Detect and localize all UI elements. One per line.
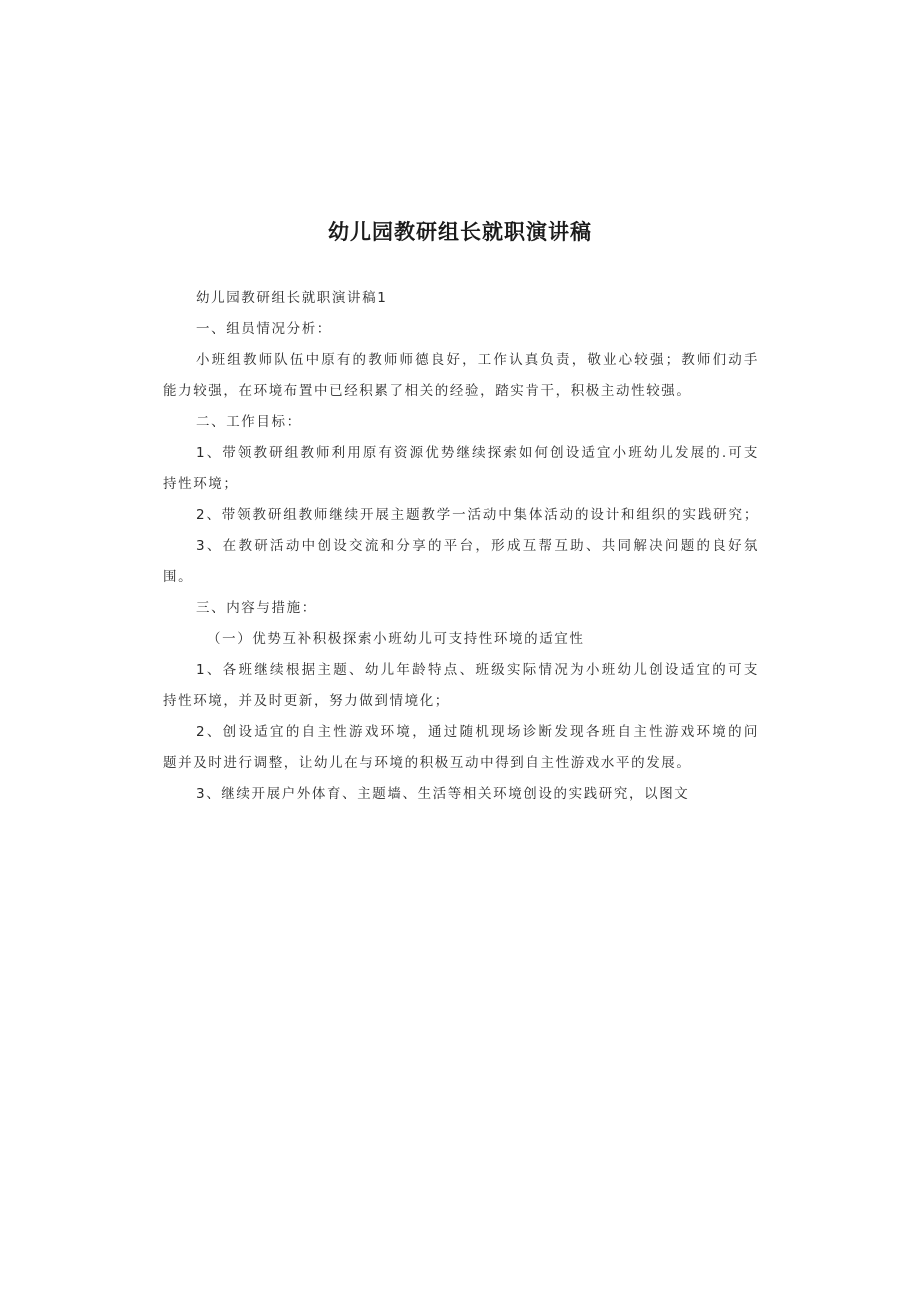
paragraph-line: 3、继续开展户外体育、主题墙、生活等相关环境创设的实践研究，以图文 [196, 786, 690, 802]
document-body [163, 283, 759, 810]
paragraph-line: 小班组教师队伍中原有的教师师德良好，工作认真负责，敬业心较强；教师们动手 [196, 352, 759, 368]
paragraph-line: 能力较强，在环境布置中已经积累了相关的经验，踏实肯干，积极主动性较强。 [163, 383, 692, 399]
paragraph-line: 1、带领教研组教师利用原有资源优势继续探索如何创设适宜小班幼儿发展的.可支 [196, 445, 759, 461]
speech-subtitle: 幼儿园教研组长就职演讲稿1 [196, 290, 388, 306]
paragraph-line: 1、各班继续根据主题、幼儿年龄特点、班级实际情况为小班幼儿创设适宜的可支 [196, 662, 759, 678]
paragraph-line: 2、创设适宜的自主性游戏环境，通过随机现场诊断发现各班自主性游戏环境的问 [196, 724, 759, 740]
paragraph-line: 3、在教研活动中创设交流和分享的平台，形成互帮互助、共同解决问题的良好氛 [196, 538, 759, 554]
paragraph-line: 题并及时进行调整，让幼儿在与环境的积极互动中得到自主性游戏水平的发展。 [163, 755, 692, 771]
paragraph-line: 持性环境，并及时更新，努力做到情境化； [163, 693, 450, 709]
paragraph-line: 围。 [163, 569, 194, 585]
subsection-heading: （一）优势互补积极探索小班幼儿可支持性环境的适宜性 [207, 631, 585, 647]
paragraph-line: 2、带领教研组教师继续开展主题教学一活动中集体活动的设计和组织的实践研究； [196, 507, 759, 523]
section-heading-members: 一、组员情况分析： [196, 321, 332, 337]
section-heading-goals: 二、工作目标： [196, 414, 302, 430]
paragraph-line: 持性环境； [163, 476, 239, 492]
document-title: 幼儿园教研组长就职演讲稿 [328, 220, 592, 244]
section-heading-measures: 三、内容与措施： [196, 600, 317, 616]
